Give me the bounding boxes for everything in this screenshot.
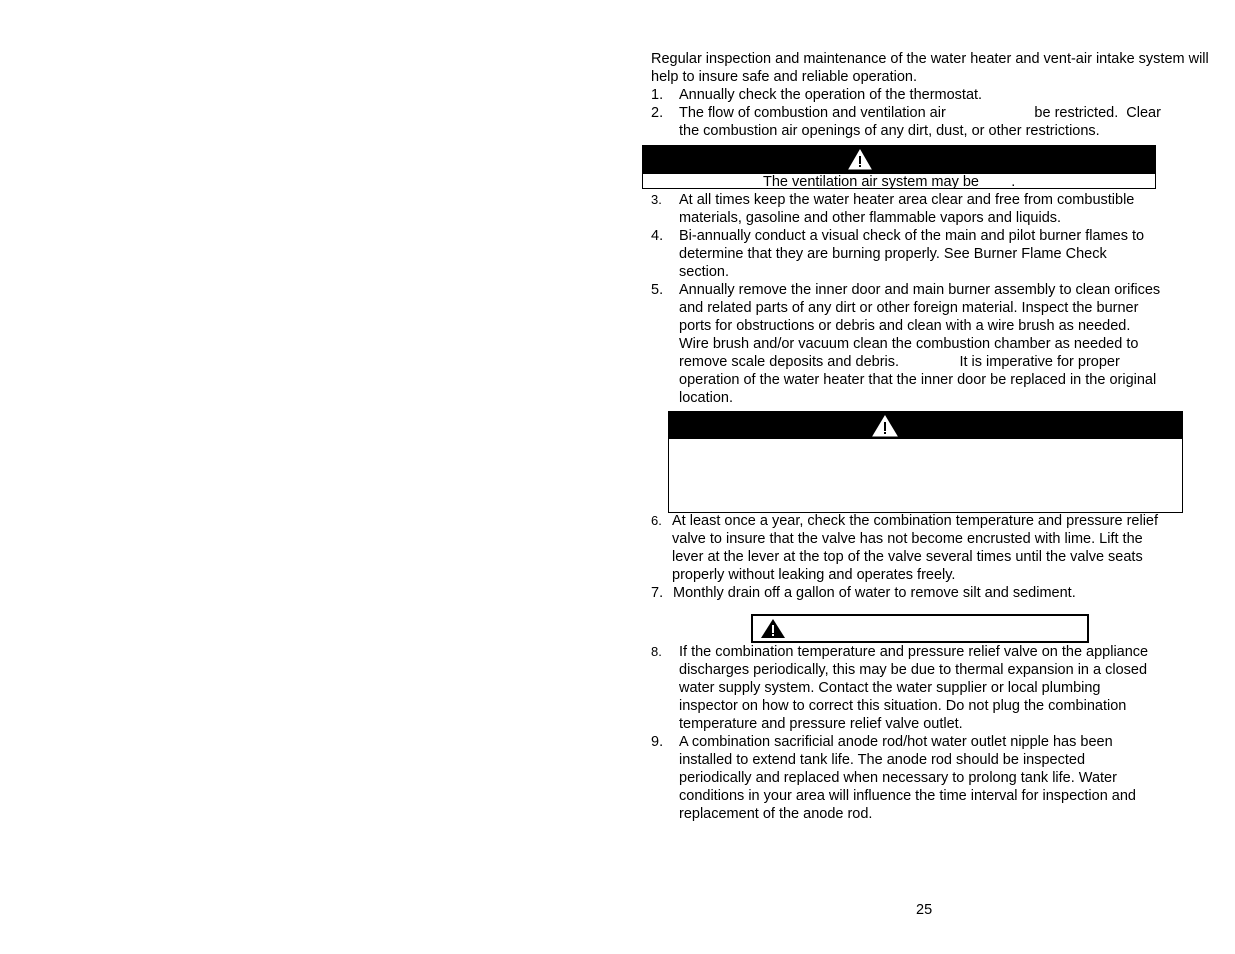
item-number: 4. xyxy=(651,228,664,244)
item-line: Wire brush and/or vacuum clean the combustion chamber as needed to xyxy=(679,336,1139,352)
item-line: the combustion air openings of any dirt, dust, or other restrictions. xyxy=(679,123,1100,139)
intro-paragraph: Regular inspection and maintenance of the water heater and vent-air intake system will help to insure safe and reliable operation. xyxy=(651,51,1209,85)
item-line: The flow of combustion and ventilation air be restricted. Clear xyxy=(679,105,1161,121)
item-number: 1. xyxy=(651,87,664,103)
item-line: remove scale deposits and debris. It is imperative for proper xyxy=(679,354,1120,370)
item-line: discharges periodically, this may be due to thermal expansion in a closed xyxy=(679,662,1148,678)
warning-header-bar xyxy=(669,412,1182,439)
item-line: temperature and pressure relief valve outlet. xyxy=(679,716,963,732)
item-line: Bi-annually conduct a visual check of the main and pilot burner flames to xyxy=(679,228,1145,244)
warning-box xyxy=(642,145,1156,189)
item-line: location. xyxy=(679,390,734,406)
item-number: 5. xyxy=(651,282,664,298)
item-line: Monthly drain off a gallon of water to remove silt and sediment. xyxy=(673,585,1076,601)
item-line: inspector on how to correct this situation. Do not plug the combination xyxy=(679,698,1127,714)
item-line: determine that they are burning properly. See Burner Flame Check xyxy=(679,246,1107,262)
warning-icon xyxy=(760,618,786,639)
item-line: Annually remove the inner door and main burner assembly to clean orifices xyxy=(679,282,1161,298)
item-number: 9. xyxy=(651,734,664,750)
item-line: At least once a year, check the combination temperature and pressure relief xyxy=(672,513,1159,529)
item-line: periodically and replaced when necessary to prolong tank life. Water xyxy=(679,770,1117,786)
caution-box xyxy=(751,614,1089,643)
item-line: and related parts of any dirt or other foreign material. Inspect the burner xyxy=(679,300,1139,316)
item-line: materials, gasoline and other flammable vapors and liquids. xyxy=(679,210,1062,226)
item-number: 2. xyxy=(651,105,664,121)
item-number: 6. xyxy=(651,513,662,528)
item-line: lever at the lever at the top of the valve several times until the valve seats xyxy=(672,549,1143,565)
item-line: properly without leaking and operates freely. xyxy=(672,567,956,583)
item-line: ports for obstructions or debris and clean with a wire brush as needed. xyxy=(679,318,1131,334)
item-number: 8. xyxy=(651,644,662,659)
item-line: A combination sacrificial anode rod/hot water outlet nipple has been xyxy=(679,734,1113,750)
warning-header-bar xyxy=(643,146,1155,173)
warning-icon xyxy=(872,415,898,437)
item-line: section. xyxy=(679,264,729,280)
item-line: installed to extend tank life. The anode rod should be inspected xyxy=(679,752,1086,768)
warning-icon xyxy=(848,149,872,170)
item-line: replacement of the anode rod. xyxy=(679,806,873,822)
page-number: 25 xyxy=(916,902,933,918)
warning-box xyxy=(668,411,1183,513)
item-line: If the combination temperature and pressure relief valve on the appliance xyxy=(679,644,1149,660)
item-line: water supply system. Contact the water supplier or local plumbing xyxy=(679,680,1101,696)
item-line: conditions in your area will influence the time interval for inspection and xyxy=(679,788,1136,804)
warning-message: The ventilation air system may be . xyxy=(763,174,1016,190)
item-line: valve to insure that the valve has not become encrusted with lime. Lift the xyxy=(672,531,1143,547)
item-line: operation of the water heater that the inner door be replaced in the original xyxy=(679,372,1157,388)
item-line: At all times keep the water heater area clear and free from combustible xyxy=(679,192,1135,208)
item-number: 3. xyxy=(651,192,662,207)
item-line: Annually check the operation of the thermostat. xyxy=(679,87,983,103)
item-number: 7. xyxy=(651,585,664,601)
